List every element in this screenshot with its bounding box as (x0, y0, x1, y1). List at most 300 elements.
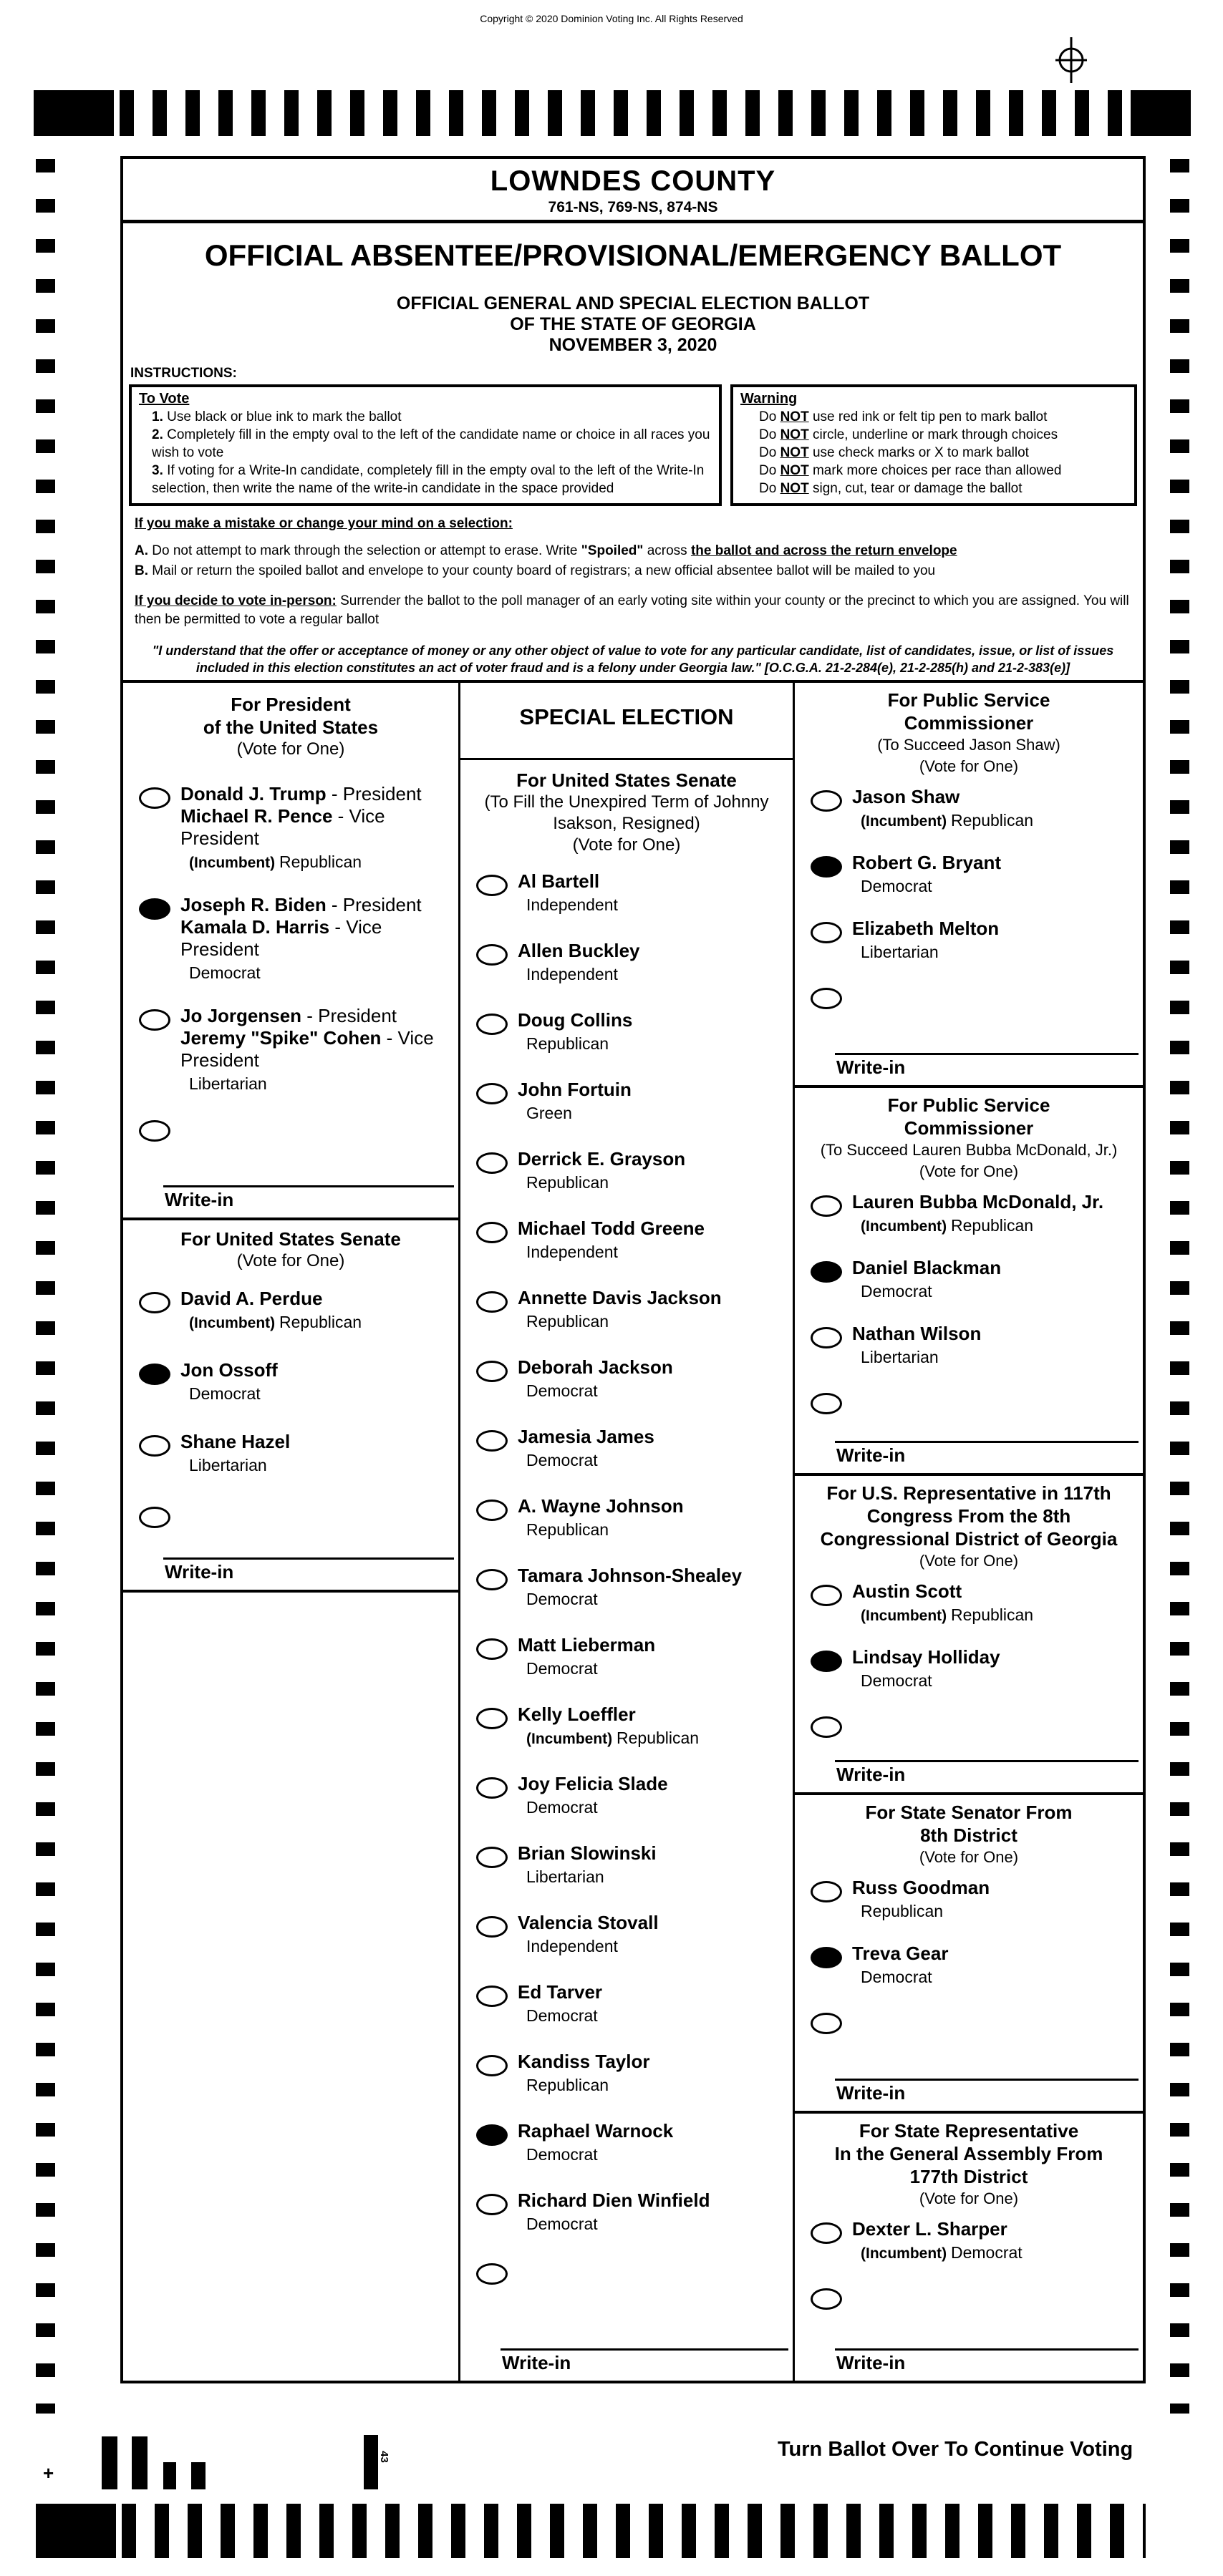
candidate-option[interactable] (460, 1213, 793, 1283)
candidate-name-bold: Annette Davis Jackson (518, 1287, 722, 1308)
ballot-oval[interactable] (476, 2055, 508, 2076)
candidate-party (518, 1450, 790, 1470)
ballot-oval[interactable] (476, 1014, 508, 1035)
text-segment: use red ink or felt tip pen to mark ballot (808, 409, 1048, 424)
ballot-oval[interactable] (811, 1195, 842, 1217)
party-name: Republican (861, 1902, 944, 1920)
write-in-label: Write-in (836, 1764, 906, 1785)
race-contest (795, 683, 1143, 1088)
candidate-option[interactable] (460, 1421, 793, 1491)
text-segment: the ballot and across the return envelope (690, 543, 957, 558)
candidate-name-bold: Michael R. Pence (180, 805, 333, 827)
candidate-name (518, 1981, 790, 2003)
ballot-oval[interactable] (139, 1292, 170, 1313)
candidate-party (852, 1281, 1140, 1301)
race-title (795, 1476, 1143, 1576)
candidate-option[interactable] (460, 1283, 793, 1352)
race-contest (123, 683, 458, 1220)
candidate-name (518, 1079, 790, 1101)
to-vote-box (129, 384, 722, 506)
candidate-text (852, 1580, 1140, 1626)
race-subtitle-line: (Vote for One) (236, 739, 345, 759)
candidate-party (518, 1867, 790, 1887)
county-name: LOWNDES COUNTY (490, 165, 776, 197)
candidate-name-bold: Lauren Bubba McDonald, Jr. (852, 1191, 1104, 1212)
ballot-oval[interactable] (476, 1152, 508, 1174)
timing-block (36, 2504, 116, 2558)
in-person-instructions (135, 592, 1131, 629)
candidate-party (518, 1242, 790, 1262)
ballot-subtitle: OFFICIAL GENERAL AND SPECIAL ELECTION BALLOT (396, 293, 870, 314)
candidate-name (852, 1877, 1140, 1899)
ballot-oval[interactable] (476, 1083, 508, 1104)
write-in-section (123, 1185, 458, 1217)
candidate-text (852, 1323, 1140, 1367)
candidate-text (852, 1257, 1140, 1301)
ballot-oval[interactable] (476, 875, 508, 896)
ballot-oval[interactable] (476, 1777, 508, 1799)
candidate-option[interactable] (460, 1977, 793, 2046)
candidate-role: - President (301, 1005, 397, 1026)
candidate-option[interactable] (460, 1005, 793, 1074)
candidate-name-bold: Austin Scott (852, 1580, 962, 1602)
race-title-line: 8th District (920, 1824, 1017, 1846)
write-in-option[interactable] (795, 2004, 1143, 2048)
candidate-name-bold: Jeremy "Spike" Cohen (180, 1027, 382, 1049)
write-in-label: Write-in (836, 2352, 906, 2373)
candidate-option[interactable] (460, 2185, 793, 2255)
candidate-name-bold: Dexter L. Sharper (852, 2218, 1007, 2240)
candidate-option[interactable] (795, 1318, 1143, 1384)
candidate-option[interactable] (460, 2046, 793, 2116)
write-in-label: Write-in (836, 1056, 906, 1078)
party-name: Libertarian (189, 1456, 267, 1474)
text-segment: NOT (780, 409, 809, 424)
write-in-section (123, 1557, 458, 1590)
mistake-instructions (135, 515, 1131, 580)
candidate-option[interactable] (795, 1253, 1143, 1318)
candidate-text (180, 894, 455, 983)
ballot-oval[interactable] (476, 1569, 508, 1590)
candidate-party (518, 2006, 790, 2026)
ballot-oval[interactable] (476, 1361, 508, 1382)
write-in-option[interactable] (795, 1708, 1143, 1752)
candidate-option[interactable] (795, 2214, 1143, 2280)
registration-crosshair-icon (1051, 37, 1091, 87)
candidate-option[interactable] (795, 1187, 1143, 1253)
warning-items (740, 408, 1127, 497)
copyright-text: Copyright © 2020 Dominion Voting Inc. All Rights Reserved (480, 13, 743, 24)
candidate-party (852, 1605, 1140, 1626)
party-name: Republican (526, 1520, 609, 1539)
party-name: Democrat (526, 1451, 598, 1469)
candidate-party (180, 1074, 455, 1094)
race-subtitle-line: (To Succeed Jason Shaw) (877, 736, 1060, 754)
ballot-oval[interactable] (139, 787, 170, 809)
text-segment: Surrender the ballot to the poll manager of an early voting site within your county or the precinct to which you are assigned. You will then be permitted to vote a regular ballot (135, 593, 1129, 627)
candidate-option[interactable] (123, 1283, 458, 1355)
candidate-option[interactable] (123, 1355, 458, 1426)
ballot-oval-filled[interactable] (811, 1261, 842, 1283)
incumbent-label: (Incumbent) (189, 1315, 279, 1331)
ballot-oval[interactable] (139, 1009, 170, 1031)
mistake-step-b (135, 562, 1131, 580)
candidate-option[interactable] (460, 1074, 793, 1144)
race-contest (795, 2114, 1143, 2381)
candidate-option[interactable] (795, 847, 1143, 913)
candidate-party (518, 1311, 790, 1331)
party-name: Republican (951, 1605, 1034, 1624)
candidate-name (180, 916, 455, 961)
candidate-option[interactable] (795, 1872, 1143, 1938)
timing-block (34, 90, 114, 136)
race-subtitle-line: (Vote for One) (919, 1552, 1019, 1570)
ballot-oval[interactable] (811, 2013, 842, 2034)
candidate-text (518, 2051, 790, 2095)
candidate-option[interactable] (795, 782, 1143, 847)
candidate-option[interactable] (460, 1491, 793, 1560)
race-title-line: Commissioner (904, 712, 1034, 734)
candidate-option[interactable] (123, 890, 458, 1001)
instruction-item (740, 462, 1127, 480)
timing-marks-top (34, 90, 1191, 136)
race-subtitle-line: (Vote for One) (919, 1848, 1019, 1866)
ballot-oval[interactable] (476, 1500, 508, 1521)
candidate-option[interactable] (795, 1642, 1143, 1708)
ballot-oval[interactable] (476, 1708, 508, 1729)
write-in-label: Write-in (836, 2082, 906, 2104)
text-segment: sign, cut, tear or damage the ballot (808, 481, 1023, 496)
candidate-name (518, 2189, 790, 2212)
race-subtitle-line: (Vote for One) (236, 1251, 345, 1270)
candidate-text (518, 1426, 790, 1470)
candidate-name-bold: Matt Lieberman (518, 1634, 656, 1656)
candidate-party (518, 1936, 790, 1956)
instruction-item (139, 426, 712, 462)
candidate-text (518, 1773, 790, 1817)
candidate-party (852, 1901, 1140, 1921)
candidate-party (518, 1797, 790, 1817)
ballot-oval[interactable] (139, 1120, 170, 1142)
ballot-oval[interactable] (476, 1291, 508, 1313)
party-name: Republican (526, 1312, 609, 1331)
ballot-oval[interactable] (811, 2222, 842, 2244)
party-name: Democrat (861, 1671, 932, 1690)
candidate-party (518, 1520, 790, 1540)
candidate-name (852, 2218, 1140, 2240)
candidate-option[interactable] (123, 779, 458, 890)
candidate-party (518, 895, 790, 915)
write-in-option[interactable] (795, 979, 1143, 1024)
candidate-name (852, 786, 1140, 808)
candidate-party (518, 1034, 790, 1054)
ballot-oval[interactable] (811, 790, 842, 812)
write-in-section (795, 1760, 1143, 1792)
candidate-text (180, 1288, 455, 1333)
race-subtitle-line: (To Fill the Unexpired Term of Johnny (484, 792, 769, 812)
barcode-bar (364, 2435, 378, 2489)
candidate-name-bold: Treva Gear (852, 1943, 949, 1964)
candidate-option[interactable] (460, 1144, 793, 1213)
party-name: Republican (617, 1729, 700, 1747)
candidate-party (852, 1347, 1140, 1367)
candidate-text (518, 1009, 790, 1054)
ballot-oval[interactable] (476, 1430, 508, 1452)
candidate-option[interactable] (460, 1907, 793, 1977)
candidate-name-bold: Jon Ossoff (180, 1359, 278, 1381)
ballot-stub-barcode (102, 2435, 390, 2489)
candidate-text (518, 1842, 790, 1887)
candidate-text (518, 1634, 790, 1678)
write-in-section (460, 2348, 793, 2381)
candidate-name-bold: Nathan Wilson (852, 1323, 982, 1344)
ballot-oval[interactable] (476, 2263, 508, 2285)
party-name: Democrat (526, 1659, 598, 1678)
candidate-text (518, 2120, 790, 2164)
race-subtitle-line: (Vote for One) (919, 2189, 1019, 2207)
write-in-option[interactable] (123, 1498, 458, 1544)
ballot-oval[interactable] (476, 1847, 508, 1868)
party-name: Independent (526, 1937, 618, 1955)
candidate-party (518, 1589, 790, 1609)
party-name: Democrat (526, 1381, 598, 1400)
ballot-oval-filled[interactable] (139, 898, 170, 920)
ballot-oval[interactable] (476, 944, 508, 966)
candidate-text (518, 870, 790, 915)
ballot-oval[interactable] (811, 1881, 842, 1902)
ballot-oval-filled[interactable] (476, 2124, 508, 2146)
write-in-option[interactable] (123, 1112, 458, 1176)
text-segment: If voting for a Write-In candidate, completely fill in the empty oval to the left of the Write-In selection, then write the name of the write-in candidate in the space provided (152, 463, 705, 496)
candidate-option[interactable] (123, 1426, 458, 1498)
barcode-bar (163, 2462, 176, 2489)
candidate-text (852, 2218, 1140, 2264)
party-name: Democrat (951, 2243, 1023, 2262)
text-segment: NOT (780, 463, 809, 478)
race-title-line: For Public Service (887, 689, 1050, 711)
candidate-role: - Vice President (180, 916, 382, 960)
text-segment: circle, underline or mark through choices (808, 427, 1058, 442)
race-title-line: For Public Service (887, 1094, 1050, 1116)
race-contest (460, 760, 793, 2381)
party-name: Republican (951, 811, 1034, 830)
candidate-option[interactable] (123, 1001, 458, 1112)
race-subtitle-line: (To Succeed Lauren Bubba McDonald, Jr.) (820, 1141, 1118, 1159)
candidate-name-bold: Robert G. Bryant (852, 852, 1002, 873)
ballot-column-3 (795, 683, 1143, 2381)
instruction-item (139, 408, 712, 426)
candidate-party (852, 876, 1140, 896)
text-segment: Do (759, 463, 780, 478)
candidate-name-bold: Jo Jorgensen (180, 1005, 302, 1026)
party-name: Independent (526, 1243, 618, 1261)
candidate-option[interactable] (795, 913, 1143, 979)
candidate-name-bold: Jason Shaw (852, 786, 960, 807)
text-segment: Completely fill in the empty oval to the left of the candidate name or choice in all races you wish to vote (152, 427, 710, 460)
candidate-text (518, 1217, 790, 1262)
party-name: Republican (526, 1173, 609, 1192)
ballot-oval[interactable] (476, 1986, 508, 2007)
mistake-step-a (135, 542, 1131, 560)
party-name: Democrat (189, 963, 261, 982)
write-in-label: Write-in (502, 2352, 571, 2373)
race-subtitle-line: (Vote for One) (572, 835, 681, 855)
candidate-name (518, 1356, 790, 1379)
incumbent-label: (Incumbent) (526, 1731, 617, 1747)
candidate-name-bold: Kelly Loeffler (518, 1703, 636, 1725)
write-in-option[interactable] (795, 2280, 1143, 2324)
ballot-oval[interactable] (139, 1507, 170, 1528)
instruction-item (740, 426, 1127, 444)
write-in-section (795, 1441, 1143, 1473)
candidate-name-bold: John Fortuin (518, 1079, 632, 1100)
candidate-name-bold: Donald J. Trump (180, 783, 327, 805)
candidate-name-bold: Tamara Johnson-Shealey (518, 1565, 743, 1586)
candidate-name (518, 2051, 790, 2073)
ballot-oval[interactable] (476, 1916, 508, 1938)
candidate-option[interactable] (460, 1838, 793, 1907)
candidate-text (852, 918, 1140, 962)
text-segment: use check marks or X to mark ballot (808, 445, 1029, 460)
candidate-option[interactable] (460, 1630, 793, 1699)
race-title (123, 683, 458, 779)
ballot-oval[interactable] (811, 1393, 842, 1414)
candidate-option[interactable] (795, 1576, 1143, 1642)
party-name: Libertarian (189, 1074, 267, 1093)
candidate-name-bold: Jamesia James (518, 1426, 654, 1447)
timing-marks-right (1170, 159, 1189, 2414)
candidate-name (852, 918, 1140, 940)
candidate-option[interactable] (460, 935, 793, 1005)
write-in-section (795, 2348, 1143, 2381)
ballot-oval-filled[interactable] (811, 1947, 842, 1968)
candidate-option[interactable] (795, 1938, 1143, 2004)
candidate-name-bold: Derrick E. Grayson (518, 1148, 686, 1170)
party-name: Independent (526, 895, 618, 914)
party-name: Republican (279, 852, 362, 871)
text-segment: If you make a mistake or change your mind on a selection: (135, 516, 513, 531)
candidate-name-bold: Kamala D. Harris (180, 916, 330, 938)
candidate-name-bold: Joy Felicia Slade (518, 1773, 668, 1794)
candidate-option[interactable] (460, 1560, 793, 1630)
timing-marks-left (36, 159, 55, 2414)
text-segment: 1. (152, 409, 163, 424)
candidate-option[interactable] (460, 1352, 793, 1421)
barcode-bar (132, 2436, 148, 2489)
candidate-text (852, 786, 1140, 832)
write-in-section (795, 2079, 1143, 2111)
ballot-oval[interactable] (811, 988, 842, 1009)
candidate-option[interactable] (460, 1699, 793, 1769)
party-name: Libertarian (861, 1348, 939, 1366)
candidate-name-bold: David A. Perdue (180, 1288, 323, 1309)
ballot-oval-filled[interactable] (811, 856, 842, 878)
ballot-oval-filled[interactable] (139, 1364, 170, 1385)
text-segment: across (643, 543, 691, 558)
party-name: Green (526, 1104, 572, 1122)
ballot-body (120, 156, 1146, 2383)
ballot-oval[interactable] (139, 1435, 170, 1457)
ballot-oval[interactable] (476, 1638, 508, 1660)
candidate-text (852, 852, 1140, 896)
party-name: Democrat (526, 1590, 598, 1608)
candidate-name (518, 1148, 790, 1170)
candidate-name-bold: Al Bartell (518, 870, 600, 892)
text-segment: Do (759, 481, 780, 496)
party-name: Democrat (861, 1968, 932, 1986)
write-in-label: Write-in (165, 1189, 234, 1210)
race-title-line: Congress From the 8th (866, 1505, 1071, 1527)
candidate-option[interactable] (460, 2116, 793, 2185)
candidate-party (518, 2214, 790, 2234)
candidate-name-bold: Daniel Blackman (852, 1257, 1002, 1278)
ballot-oval-filled[interactable] (811, 1651, 842, 1672)
candidate-option[interactable] (460, 1769, 793, 1838)
race-title-line: For State Representative (859, 2120, 1079, 2142)
incumbent-label: (Incumbent) (861, 2245, 951, 2262)
candidate-name (180, 1431, 455, 1453)
candidate-name (180, 783, 455, 805)
race-title (795, 1795, 1143, 1872)
party-name: Democrat (526, 2215, 598, 2233)
candidate-name (180, 894, 455, 916)
ballot-oval[interactable] (811, 1327, 842, 1348)
ballot-oval[interactable] (476, 2194, 508, 2215)
candidate-text (518, 1495, 790, 1540)
ballot-oval[interactable] (476, 1222, 508, 1243)
candidate-text (180, 783, 455, 873)
ballot-oval[interactable] (811, 1716, 842, 1738)
candidate-name-bold: Russ Goodman (852, 1877, 990, 1898)
candidate-option[interactable] (460, 866, 793, 935)
text-segment: 2. (152, 427, 163, 442)
write-in-option[interactable] (795, 1384, 1143, 1429)
candidate-name-bold: A. Wayne Johnson (518, 1495, 684, 1517)
instruction-item (740, 444, 1127, 462)
candidate-party (518, 964, 790, 984)
candidate-name (852, 1257, 1140, 1279)
candidate-name-bold: Doug Collins (518, 1009, 633, 1031)
candidate-text (518, 1703, 790, 1749)
text-segment: Do (759, 445, 780, 460)
candidate-party (518, 1728, 790, 1749)
candidate-party (852, 2242, 1140, 2264)
incumbent-label: (Incumbent) (861, 813, 951, 830)
party-name: Republican (279, 1313, 362, 1331)
ballot-oval[interactable] (811, 2288, 842, 2310)
instruction-item (740, 408, 1127, 426)
timing-marks-bottom (36, 2504, 1151, 2558)
candidate-name (518, 1842, 790, 1865)
ballot-oval[interactable] (811, 1585, 842, 1606)
write-in-option[interactable] (460, 2255, 793, 2319)
candidate-name (518, 870, 790, 893)
turn-ballot-over-text: Turn Ballot Over To Continue Voting (778, 2438, 1133, 2461)
candidate-party (852, 810, 1140, 832)
text-segment: mark more choices per race than allowed (808, 463, 1062, 478)
incumbent-label: (Incumbent) (861, 1218, 951, 1235)
candidate-text (518, 1079, 790, 1123)
candidate-name (180, 1005, 455, 1027)
candidate-name (852, 1943, 1140, 1965)
candidate-text (852, 1646, 1140, 1691)
text-segment: Mail or return the spoiled ballot and envelope to your county board of registrars; a new official absentee ballot will be mailed to you (152, 563, 936, 578)
race-title-line: 177th District (909, 2166, 1028, 2187)
warning-title: Warning (740, 391, 798, 407)
ballot-oval[interactable] (811, 922, 842, 943)
candidate-text (180, 1005, 455, 1094)
candidate-name (518, 1426, 790, 1448)
